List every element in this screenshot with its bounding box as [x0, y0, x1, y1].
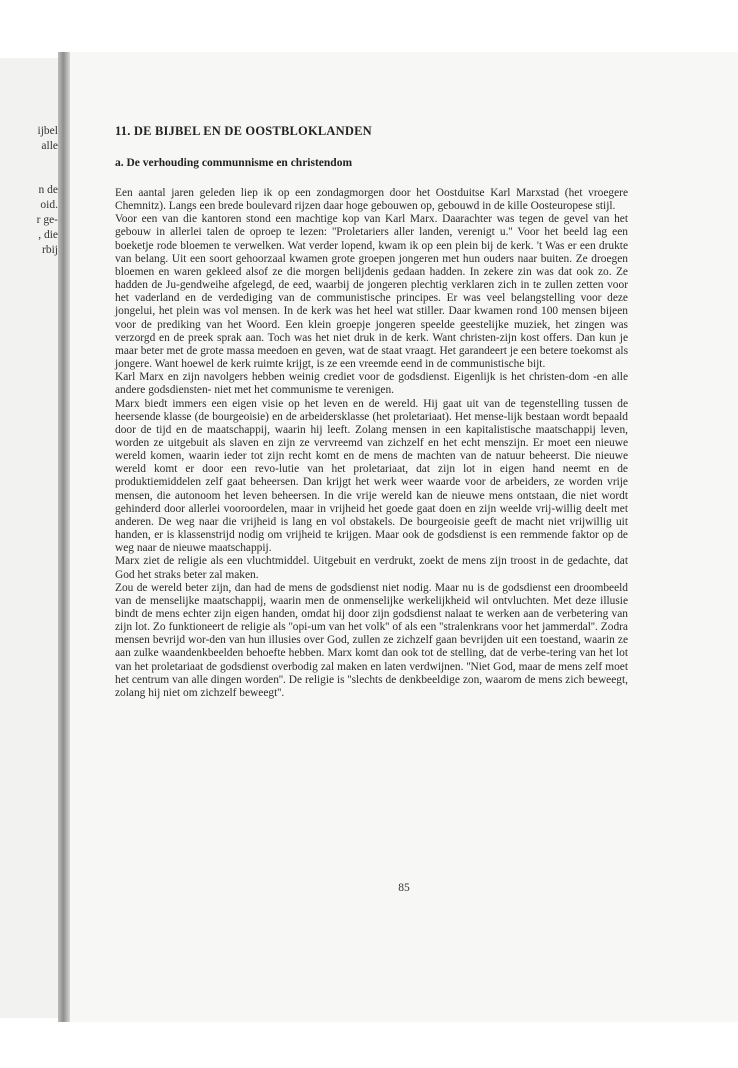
body-text: [115, 187, 628, 700]
right-page: [70, 52, 738, 1022]
section-title: a. De verhouding communnisme en christendom: [115, 157, 353, 169]
paragraph: Marx biedt immers een eigen visie op het leven en de wereld. Hij gaat uit van de tegenstelling tussen de heersende klasse (de bourgeoisie) en de arbeidersklasse (het proletariaat). Het mense-lijk bestaan wordt bepaald door de tijd en de maatschappij, waarin hij leeft. Zolang mensen in een kapitalistische maatschappij leven, worden ze uitgebuit als slaven en zijn ze vervreemd van zichzelf en het echt menszijn. Er moet een nieuwe wereld komen, waarin ieder tot zijn recht komt en de mens de machten van de natuur beheerst. Die nieuwe wereld komt er door een revo-lutie van het proletariaat, dat zijn lot in eigen hand neemt en de produktiemiddelen zelf gaat beheersen. Dan krijgt het werk weer waarde voor de arbeiders, ze worden vrije mensen, die autonoom het leven beheersen. In die vrije wereld kan de nieuwe mens ontstaan, die niet wordt gehinderd door allerlei vooroordelen, maar in vrijheid het goede gaat doen en zijn weelde vrij-willig deelt met anderen. De weg naar die vrijheid is lang en vol obstakels. De bourgeoisie geeft de macht niet vrijwillig uit handen, er is klassenstrijd nodig om vrijheid te krijgen. Maar ook de godsdienst is een remmende faktor op de weg naar de nieuwe maatschappij.: [115, 397, 628, 555]
left-page-fragment: oid.: [40, 199, 58, 211]
page-number: 85: [398, 882, 410, 894]
paragraph: Voor een van die kantoren stond een machtige kop van Karl Marx. Daarachter was tegen de gevel van het gebouw in allerlei talen de oproep te lezen: ''Proletariers aller landen, verenigt u.'' Voor het beeld lag een boeketje rode bloemen te verwelken. Wat verder lopend, kwam ik op een plein bij de kerk. 't Was er een drukte van belang. Uit een soort gehoorzaal kwamen grote groepen jongeren met hun ouders naar buiten. Ze droegen bloemen en waren gekleed alsof ze die morgen belijdenis gedaan hadden. In zekere zin was dat ook zo. Ze hadden de Ju-gendweihe afgelegd, de eed, waarbij de jongeren plechtig verklaren zich in te zullen zetten voor het vaderland en de verdediging van de communistische principes. Er was veel belangstelling voor deze jongelui, het plein was vol mensen. In de kerk was het heel wat stiller. Daar kwamen rond 100 mensen bijeen voor de prediking van het Woord. Een klein groepje jongeren speelde geestelijke muziek, het zingen was verzorgd en de preek sprak aan. Toch was het niet druk in de kerk. Want christen-zijn kost offers. Dan kun je maar beter met de grote massa meedoen en geven, wat de staat vraagt. Het garandeert je een betere toekomst als jongere. Want hoewel de kerk ruimte krijgt, is ze een vreemde eend in de communistische bijt.: [115, 213, 628, 371]
page-content: [115, 124, 628, 700]
left-page-fragment: r ge-: [36, 214, 58, 226]
left-page-fragment: alle: [41, 140, 58, 152]
left-page-fragment: rbij: [42, 244, 58, 256]
paragraph: Karl Marx en zijn navolgers hebben weinig crediet voor de godsdienst. Eigenlijk is het christen-dom -en alle andere godsdiensten- niet met het communisme te verenigen.: [115, 371, 628, 397]
chapter-title: 11. DE BIJBEL EN DE OOSTBLOKLANDEN: [115, 124, 372, 138]
paragraph: Een aantal jaren geleden liep ik op een zondagmorgen door het Oostduitse Karl Marxstad (het vroegere Chemnitz). Langs een brede boulevard rijzen daar hoge gebouwen op, gebouwd in de kille Oosteuropese stijl.: [115, 187, 628, 213]
left-page-fragment: n de: [38, 184, 58, 196]
paragraph: Marx ziet de religie als een vluchtmiddel. Uitgebuit en verdrukt, zoekt de mens zijn troost in de gedachte, dat God het straks beter zal maken.: [115, 555, 628, 581]
paragraph: Zou de wereld beter zijn, dan had de mens de godsdienst niet nodig. Maar nu is de godsdienst een droombeeld van de menselijke maatschappij, waarin men de onmenselijke werkelijkheid wil ontvluchten. Met deze illusie bindt de mens echter zijn eigen handen, omdat hij door zijn godsdienst nalaat te werken aan de verbetering van zijn lot. Zo funktioneert de religie als ''opi-um van het volk'' of als een ''stralenkrans voor het jammerdal''. Zodra mensen bevrijd wor-den van hun illusies over God, zullen ze zichzelf gaan bevrijden uit een toestand, waarin ze aan zulke waandenkbeelden behoefte hebben. Marx komt dan ook tot de stelling, dat de verbe-tering van het lot van het proletariaat de godsdienst overbodig zal maken en laten verdwijnen. ''Niet God, maar de mens zelf moet het centrum van alle dingen worden''. De religie is ''slechts de denkbeeldige zon, waarom de mens zich beweegt, zolang hij niet om zichzelf beweegt''.: [115, 581, 628, 699]
book-gutter: [58, 52, 70, 1022]
left-page-fragment: , die: [38, 229, 58, 241]
left-page-fragment: ijbel: [37, 125, 58, 137]
left-page: [0, 58, 66, 1018]
